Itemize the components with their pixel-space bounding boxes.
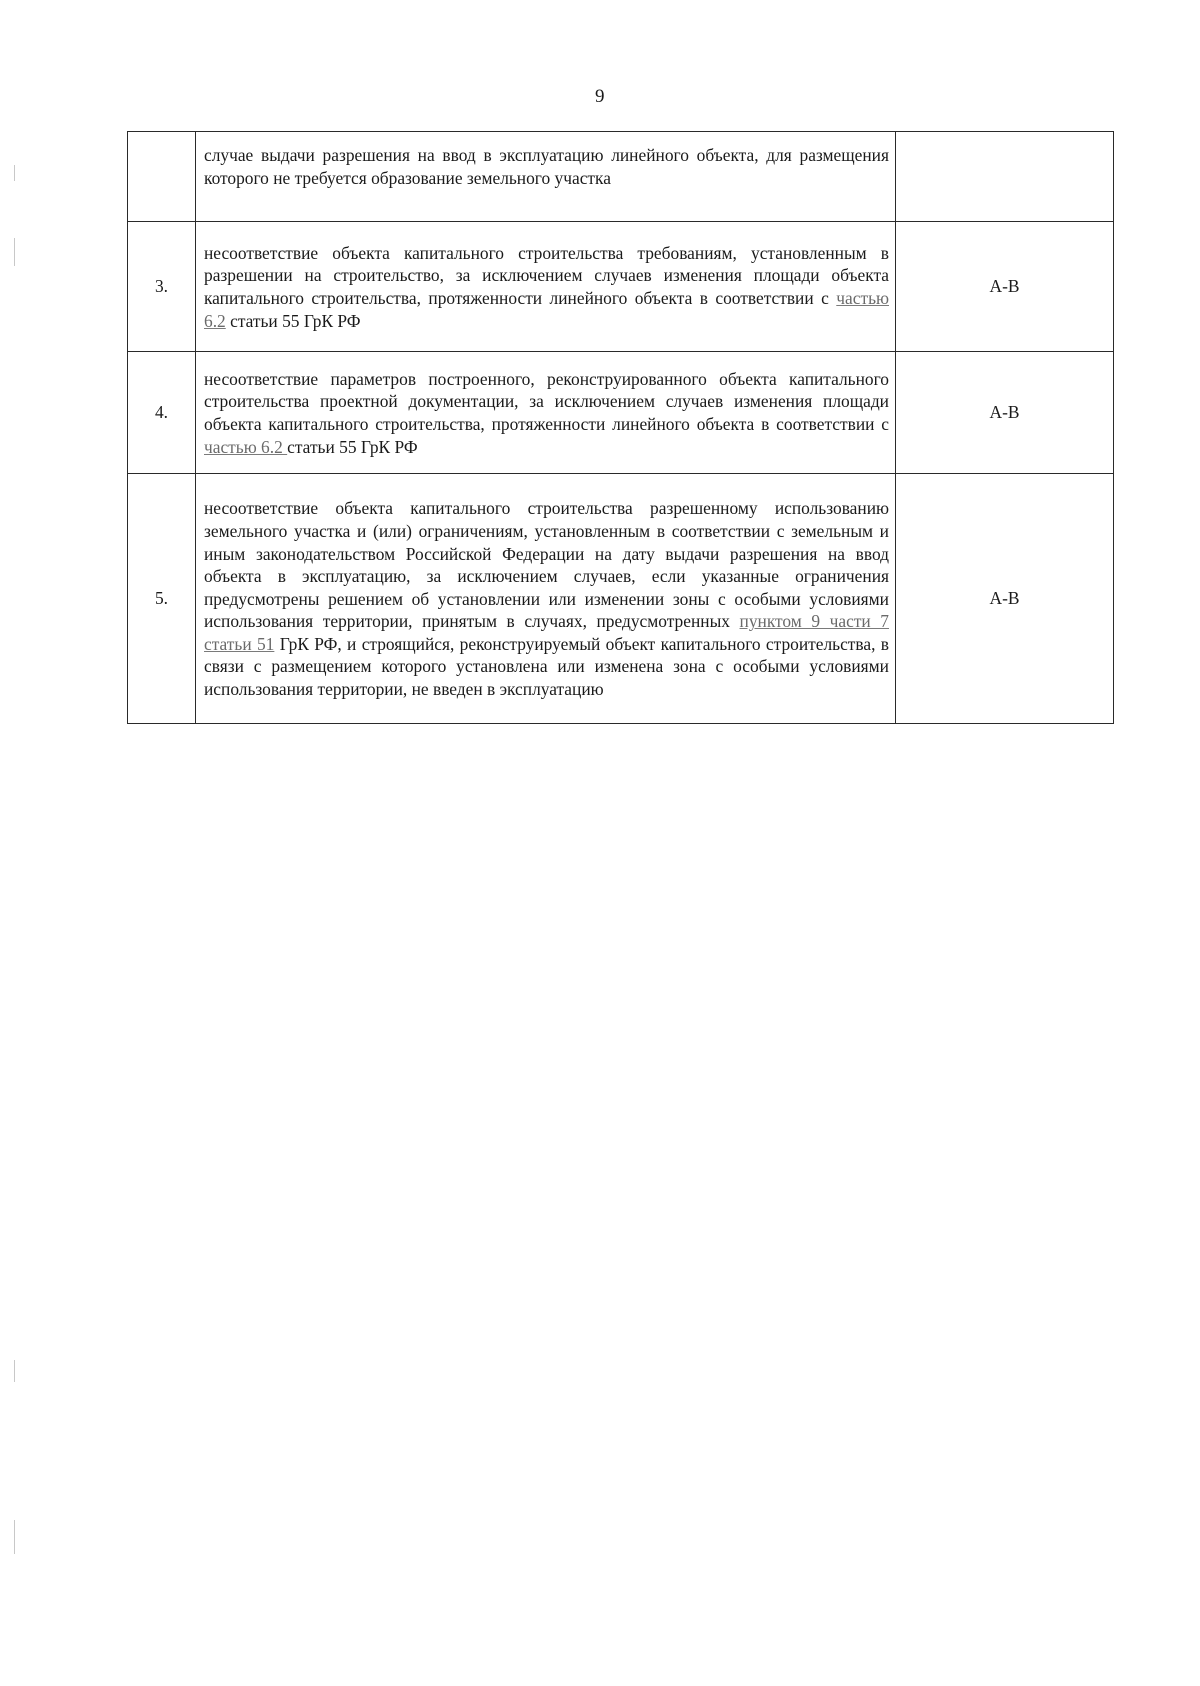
- row-code: [896, 132, 1114, 222]
- description-text: несоответствие объекта капитального строительства требованиям, установленным в разрешении на строительство, за исключением случаев изменения площади объекта капитального строительства, протяженности линейного объекта в соответствии с: [204, 242, 889, 308]
- description-text: несоответствие объекта капитального строительства разрешенному использованию земельного участка и (или) ограничениям, установленным в соответствии с земельным и иным законодательством Российской Федерации на дату выдачи разрешения на ввод объекта в эксплуатацию, за исключением случаев, если указанные ограничения предусмотрены решением об установлении или изменении зоны с особыми условиями использования территории, принятым в случаях, предусмотренных: [204, 498, 889, 632]
- law-reference-link[interactable]: пунктом 9 части 7 статьи 51: [204, 611, 890, 654]
- scan-artifact: [14, 1520, 15, 1554]
- row-description: [196, 132, 896, 222]
- description-text: случае выдачи разрешения на ввод в эксплуатацию линейного объекта, для размещения которого не требуется образование земельного участка: [204, 145, 889, 188]
- description-text: статьи 55 ГрК РФ: [287, 436, 418, 457]
- requirements-table: [127, 131, 1114, 724]
- table-row: [128, 352, 1114, 474]
- row-description: [196, 352, 896, 474]
- scan-artifact: [14, 165, 15, 181]
- description-text: ГрК РФ, и строящийся, реконструируемый объект капитального строительства, в связи с размещением которого установлена или изменена зона с особыми условиями использования территории, не введен в эксплуатацию: [204, 633, 889, 700]
- row-code: А-В: [896, 352, 1114, 474]
- row-code: А-В: [896, 474, 1114, 724]
- table-row: [128, 222, 1114, 352]
- row-number: 3.: [128, 222, 196, 352]
- description-text: статьи 55 ГрК РФ: [225, 310, 361, 331]
- scan-artifact: [14, 1360, 15, 1382]
- table-row: [128, 132, 1114, 222]
- row-description: [196, 222, 896, 352]
- row-description: [196, 474, 896, 724]
- table-row: [128, 474, 1114, 724]
- row-number: 4.: [128, 352, 196, 474]
- row-number: [128, 132, 196, 222]
- law-reference-link[interactable]: частью 6.2: [204, 288, 889, 331]
- scan-artifact: [14, 238, 15, 266]
- description-text: несоответствие параметров построенного, реконструированного объекта капитального строительства проектной документации, за исключением случаев изменения площади объекта капитального строительства, протяженности линейного объекта в соответствии с: [204, 368, 889, 434]
- law-reference-link[interactable]: частью 6.2: [204, 436, 288, 457]
- row-code: А-В: [896, 222, 1114, 352]
- page-number: 9: [595, 86, 605, 107]
- row-number: 5.: [128, 474, 196, 724]
